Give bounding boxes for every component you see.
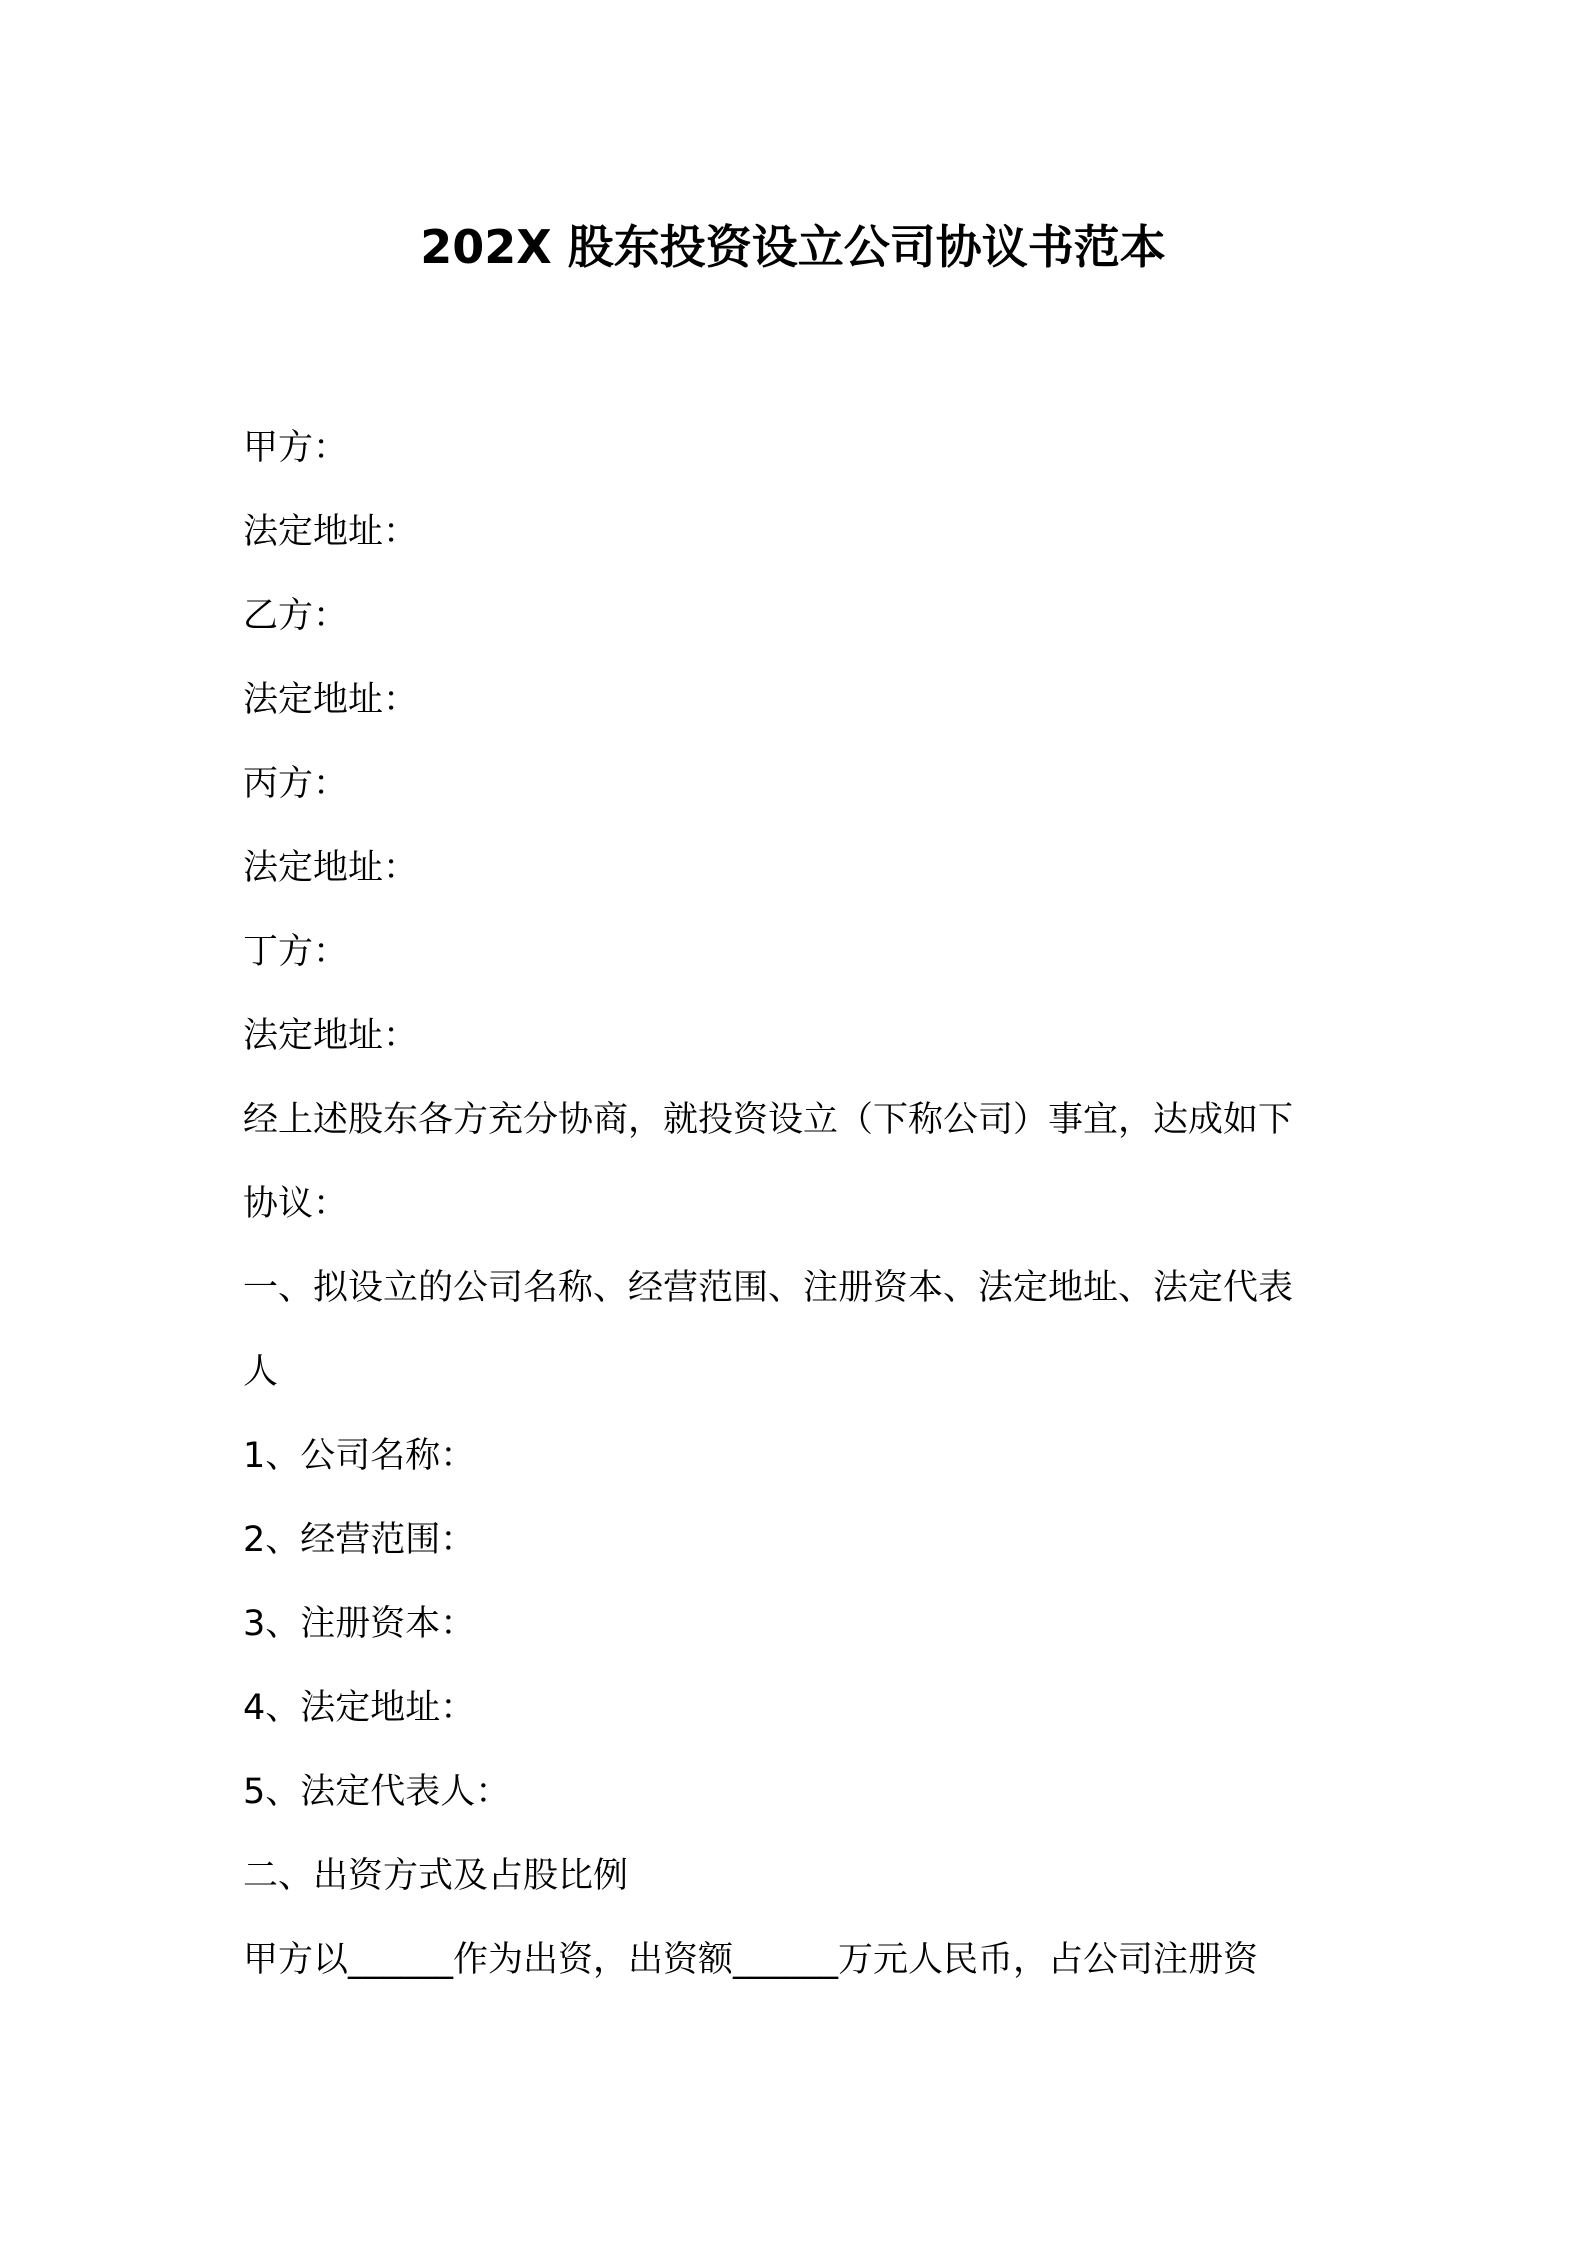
item-registered-capital: 3、注册资本： (243, 1604, 476, 1644)
section-1-heading-line-2: 人 (243, 1352, 279, 1392)
preamble-line-1: 经上述股东各方充分协商，就投资设立（下称公司）事宜，达成如下 (243, 1100, 1294, 1140)
item-legal-address: 4、法定地址： (243, 1688, 476, 1728)
section-1-heading-line-1: 一、拟设立的公司名称、经营范围、注册资本、法定地址、法定代表 (243, 1268, 1294, 1308)
item-business-scope: 2、经营范围： (243, 1520, 476, 1560)
party-c-address-label: 法定地址： (243, 848, 419, 888)
party-d-label: 丁方： (243, 932, 349, 972)
section-2-heading: 二、出资方式及占股比例 (243, 1856, 629, 1896)
party-b-label: 乙方： (243, 596, 349, 636)
party-c-label: 丙方： (243, 764, 349, 804)
party-a-contribution-line: 甲方以______作为出资，出资额______万元人民币，占公司注册资 (243, 1940, 1259, 1980)
item-legal-representative: 5、法定代表人： (243, 1772, 511, 1812)
preamble-line-2: 协议： (243, 1184, 349, 1224)
party-b-address-label: 法定地址： (243, 680, 419, 720)
party-d-address-label: 法定地址： (243, 1016, 419, 1056)
document-title: 202X 股东投资设立公司协议书范本 (420, 220, 1166, 274)
item-company-name: 1、公司名称： (243, 1436, 476, 1476)
party-a-label: 甲方： (243, 428, 349, 468)
document-body (243, 406, 1363, 2002)
party-a-address-label: 法定地址： (243, 512, 419, 552)
